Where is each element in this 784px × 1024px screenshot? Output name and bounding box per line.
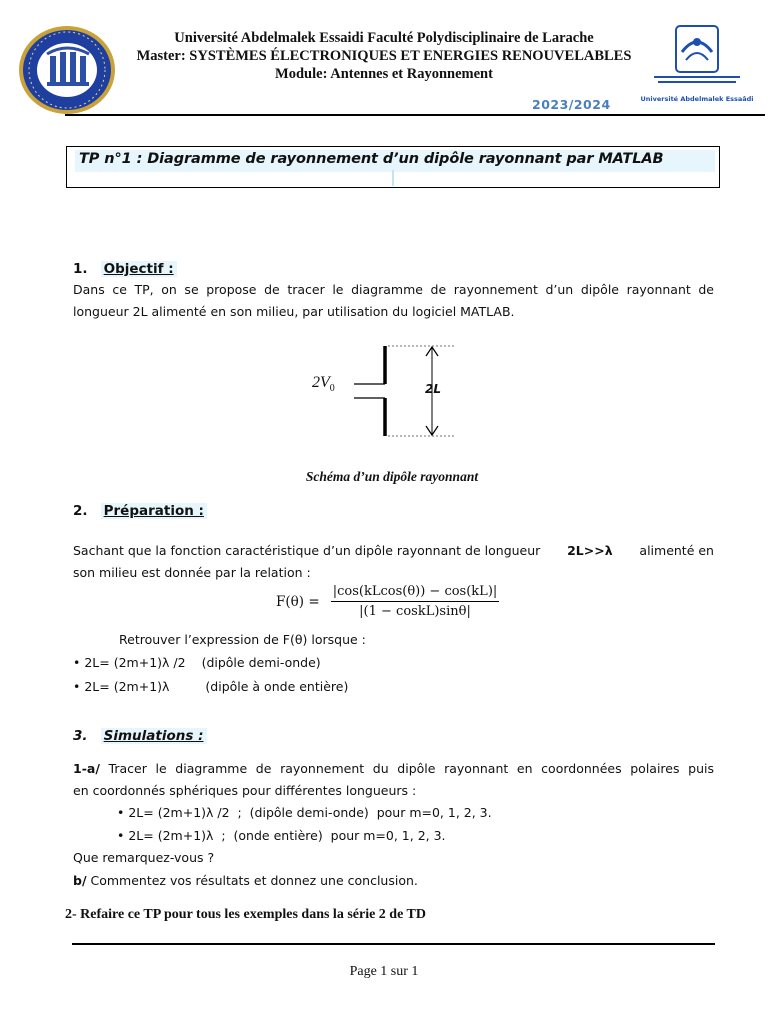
length-label: 2L <box>425 382 441 396</box>
section-2-number: 2. <box>73 503 88 519</box>
university-logo-right <box>640 24 754 108</box>
bullet-icon: • <box>73 655 81 670</box>
formula-numerator: |cos(kLcos(θ)) − cos(kL)| <box>331 584 500 602</box>
page-number: Page 1 sur 1 <box>349 964 419 979</box>
document-title: TP n°1 : Diagramme de rayonnement d’un dipôle rayonnant par MATLAB <box>79 151 664 167</box>
bullet-expr: 2L= (2m+1)λ /2 <box>84 655 186 670</box>
module-line: Module: Antennes et Rayonnement <box>275 66 493 82</box>
source-label-subscript: 0 <box>329 383 335 395</box>
formula-lhs: F(θ) = <box>276 593 320 610</box>
university-line: Université Abdelmalek Essaidi Faculté Polydisciplinaire de Larache <box>174 30 594 46</box>
list-item <box>73 676 348 698</box>
figure-caption: Schéma d’un dipôle rayonnant <box>305 469 479 484</box>
list-item <box>117 825 446 847</box>
closing-instruction: 2- Refaire ce TP pour tous les exemples dans la série 2 de TD <box>65 907 426 922</box>
bullet-icon: • <box>73 679 81 694</box>
sim-bullet-text: 2L= (2m+1)λ ; (onde entière) pour m=0, 1, 2, 3. <box>128 828 446 843</box>
section-2-instruction: Retrouver l’expression de F(θ) lorsque : <box>119 632 366 647</box>
formula-fraction <box>331 584 500 619</box>
section-3-part-a-line-1 <box>73 758 714 780</box>
logo-caption: Université Abdelmalek Essaâdi <box>640 95 754 103</box>
section-2-line-1-start: Sachant que la fonction caractéristique d’un dipôle rayonnant de longueur <box>73 543 541 558</box>
formula-denominator: |(1 − coskL)sinθ| <box>359 604 471 619</box>
source-label <box>312 374 335 394</box>
title-cursor-mark <box>392 170 394 186</box>
part-b-label: b/ <box>73 873 87 888</box>
bullet-icon: • <box>117 805 129 820</box>
part-a-text: Tracer le diagramme de rayonnement du dipôle rayonnant en coordonnées polaires puis <box>108 761 714 776</box>
question-line: Que remarquez-vous ? <box>73 850 215 865</box>
list-item <box>73 652 321 674</box>
bullet-expr: 2L= (2m+1)λ <box>84 679 170 694</box>
sim-bullet-text: 2L= (2m+1)λ /2 ; (dipôle demi-onde) pour m=0, 1, 2, 3. <box>128 805 492 820</box>
section-3-number: 3. <box>73 728 88 744</box>
academic-year: 2023/2024 <box>532 97 611 112</box>
list-item <box>117 802 492 824</box>
bullet-icon: • <box>117 828 129 843</box>
section-1-title: Objectif : <box>101 261 177 277</box>
part-b-text: Commentez vos résultats et donnez une conclusion. <box>90 873 418 888</box>
source-label-main: 2V <box>312 374 330 391</box>
section-2-heading <box>73 500 207 519</box>
section-2-line-1 <box>73 540 714 562</box>
characteristic-function-formula <box>276 584 499 619</box>
section-2-line-2: son milieu est donnée par la relation : <box>73 565 311 580</box>
part-a-label: 1-a/ <box>73 761 100 776</box>
section-3-part-b <box>73 870 418 892</box>
section-2-title: Préparation : <box>101 503 207 519</box>
section-3-heading <box>73 725 207 744</box>
section-3-part-a-line-2: en coordonnés sphériques pour différentes longueurs : <box>73 783 417 798</box>
section-1-heading <box>73 258 177 277</box>
length-condition: 2L>>λ <box>567 543 613 558</box>
bullet-note: (dipôle à onde entière) <box>205 679 349 694</box>
bullet-note: (dipôle demi-onde) <box>201 655 321 670</box>
section-1-line-2: longueur 2L alimenté en son milieu, par utilisation du logiciel MATLAB. <box>73 304 515 319</box>
section-1-number: 1. <box>73 261 88 277</box>
footer-divider <box>72 943 715 945</box>
master-line: Master: SYSTÈMES ÉLECTRONIQUES ET ENERGIES RENOUVELABLES <box>136 48 632 64</box>
section-2-line-1-end: alimenté en <box>639 543 714 558</box>
header-divider <box>65 114 765 116</box>
section-3-title: Simulations : <box>101 728 207 744</box>
section-1-line-1: Dans ce TP, on se propose de tracer le diagramme de rayonnement d’un dipôle rayonnant de <box>73 282 714 297</box>
